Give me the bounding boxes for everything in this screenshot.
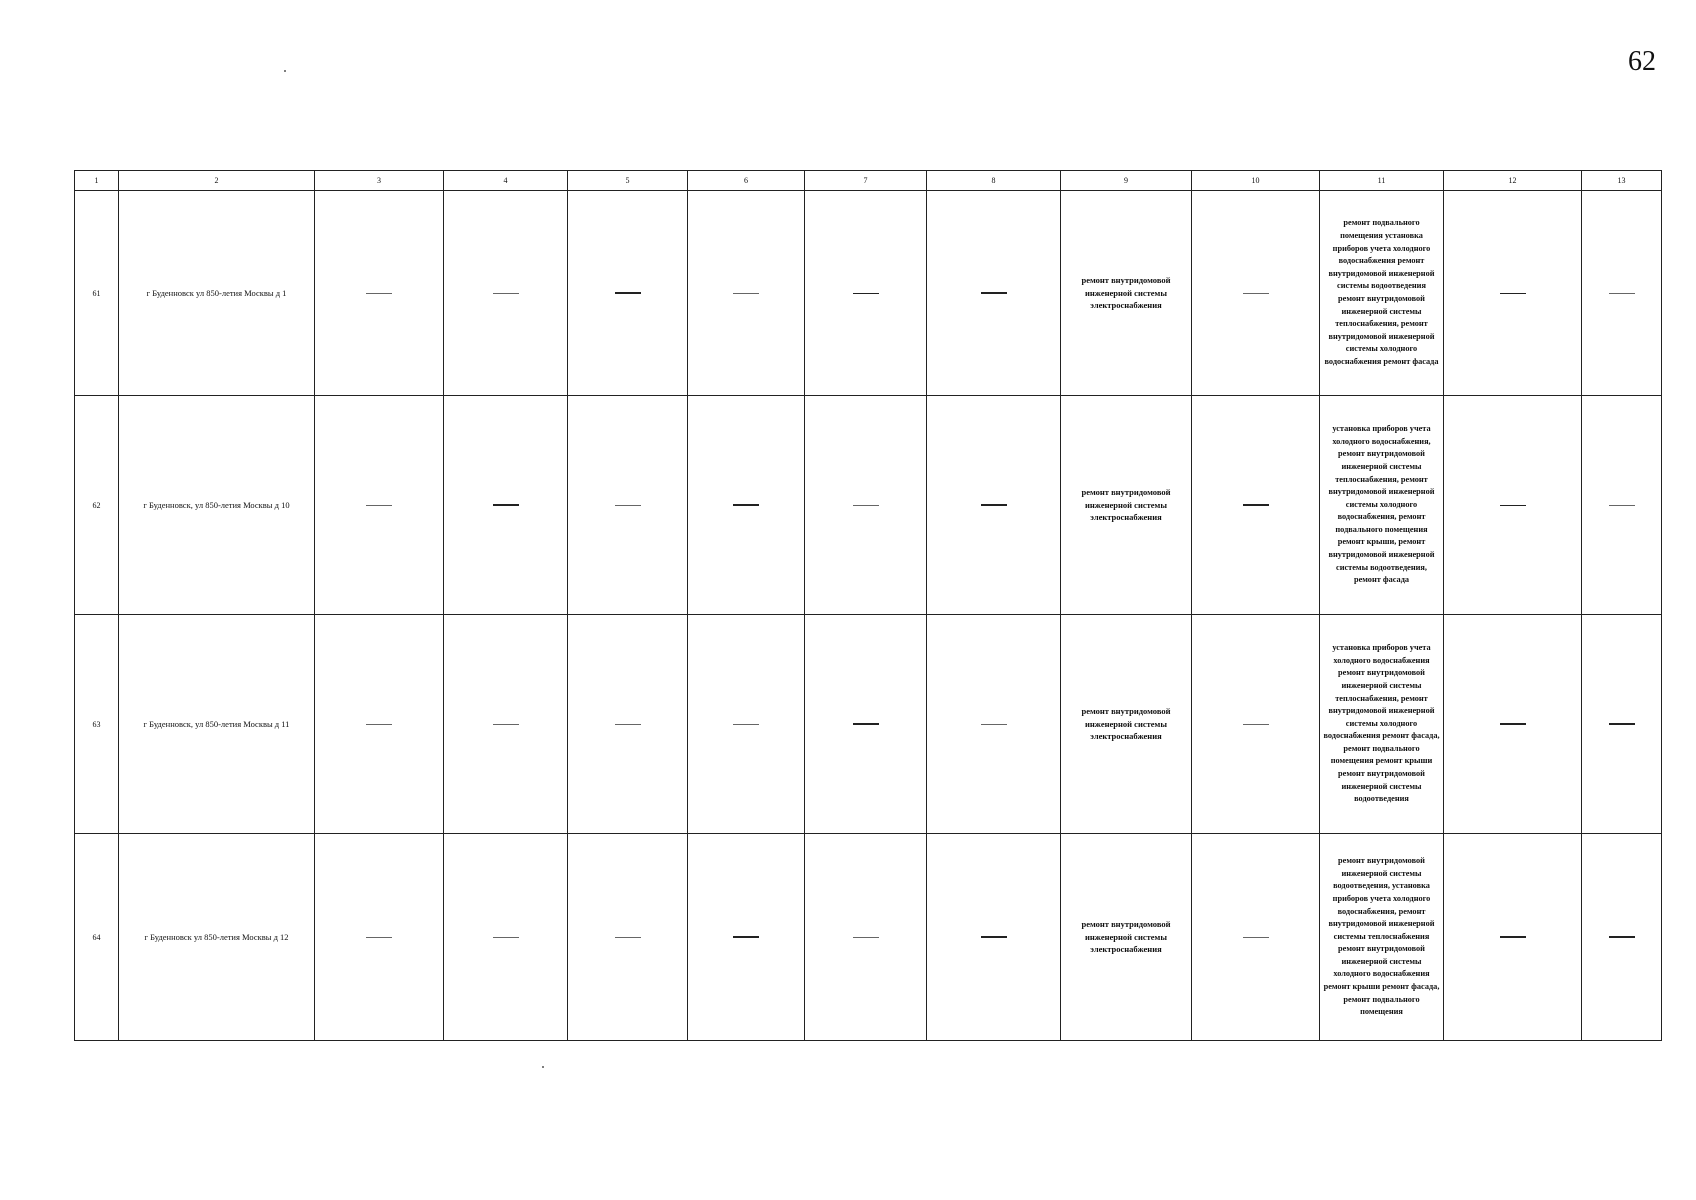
empty-cell <box>444 191 568 396</box>
empty-cell <box>1192 834 1320 1041</box>
column-header-13: 13 <box>1582 171 1662 191</box>
empty-cell <box>444 834 568 1041</box>
dash-mark <box>1609 293 1635 294</box>
dash-mark <box>366 505 392 506</box>
empty-cell <box>1582 396 1662 615</box>
empty-cell <box>688 396 805 615</box>
empty-cell <box>1444 615 1582 834</box>
column-header-1: 1 <box>75 171 119 191</box>
column-header-4: 4 <box>444 171 568 191</box>
page-number: 62 <box>1628 46 1656 77</box>
empty-cell <box>688 615 805 834</box>
column-header-6: 6 <box>688 171 805 191</box>
empty-cell <box>805 615 927 834</box>
dash-mark <box>366 937 392 938</box>
column-header-7: 7 <box>805 171 927 191</box>
dash-mark <box>1609 936 1635 938</box>
empty-cell <box>1582 191 1662 396</box>
empty-cell <box>568 615 688 834</box>
empty-cell <box>688 834 805 1041</box>
dash-mark <box>981 724 1007 725</box>
dash-mark <box>1243 724 1269 725</box>
table-row <box>75 191 1662 396</box>
empty-cell <box>315 396 444 615</box>
empty-cell <box>805 191 927 396</box>
dash-mark <box>615 724 641 725</box>
empty-cell <box>1582 615 1662 834</box>
column-header-11: 11 <box>1320 171 1444 191</box>
work-list-col11: установка приборов учета холодного водоснабжения ремонт внутридомовой инженерной системы теплоснабжения, ремонт внутридомовой инженерной системы холодного водоснабжения ремонт фасада, ремонт подвального помещения ремонт крыши ремонт внутридомовой инженерной системы водоотведения <box>1320 615 1444 834</box>
empty-cell <box>315 834 444 1041</box>
empty-cell <box>1192 191 1320 396</box>
row-number: 61 <box>75 191 119 396</box>
empty-cell <box>927 615 1061 834</box>
dash-mark <box>733 724 759 725</box>
row-number: 64 <box>75 834 119 1041</box>
empty-cell <box>927 396 1061 615</box>
empty-cell <box>805 396 927 615</box>
empty-cell <box>1192 396 1320 615</box>
row-address: г Буденновск ул 850-летия Москвы д 12 <box>119 834 315 1041</box>
empty-cell <box>1444 396 1582 615</box>
work-type-col9: ремонт внутридомовой инженерной системы электроснабжения <box>1061 396 1192 615</box>
dash-mark <box>1243 504 1269 506</box>
work-list-col11: установка приборов учета холодного водоснабжения, ремонт внутридомовой инженерной системы теплоснабжения, ремонт внутридомовой инженерной системы холодного водоснабжения, ремонт подвального помещения ремонт крыши, ремонт внутридомовой инженерной системы водоотведения, ремонт фасада <box>1320 396 1444 615</box>
empty-cell <box>688 191 805 396</box>
scan-speck <box>284 70 286 72</box>
dash-mark <box>1609 723 1635 725</box>
column-header-5: 5 <box>568 171 688 191</box>
table-row <box>75 834 1662 1041</box>
empty-cell <box>927 834 1061 1041</box>
table-row <box>75 396 1662 615</box>
dash-mark <box>615 292 641 294</box>
work-list-col11: ремонт подвального помещения установка приборов учета холодного водоснабжения ремонт внутридомовой инженерной системы водоотведения ремонт внутридомовой инженерной системы теплоснабжения, ремонт внутридомовой инженерной системы холодного водоснабжения ремонт фасада <box>1320 191 1444 396</box>
work-type-col9: ремонт внутридомовой инженерной системы электроснабжения <box>1061 615 1192 834</box>
table-row <box>75 615 1662 834</box>
dash-mark <box>493 724 519 725</box>
dash-mark <box>366 724 392 725</box>
scan-speck <box>542 1066 544 1068</box>
row-address: г Буденновск ул 850-летия Москвы д 1 <box>119 191 315 396</box>
row-address: г Буденновск, ул 850-летия Москвы д 11 <box>119 615 315 834</box>
empty-cell <box>444 396 568 615</box>
dash-mark <box>366 293 392 294</box>
dash-mark <box>733 504 759 506</box>
empty-cell <box>568 191 688 396</box>
registry-table <box>74 170 1662 1041</box>
empty-cell <box>315 615 444 834</box>
column-header-10: 10 <box>1192 171 1320 191</box>
work-type-col9: ремонт внутридомовой инженерной системы электроснабжения <box>1061 834 1192 1041</box>
dash-mark <box>615 505 641 506</box>
dash-mark <box>493 293 519 294</box>
column-header-3: 3 <box>315 171 444 191</box>
dash-mark <box>615 937 641 938</box>
empty-cell <box>1192 615 1320 834</box>
dash-mark <box>853 505 879 506</box>
empty-cell <box>444 615 568 834</box>
row-number: 62 <box>75 396 119 615</box>
empty-cell <box>927 191 1061 396</box>
row-address: г Буденновск, ул 850-летия Москвы д 10 <box>119 396 315 615</box>
dash-mark <box>853 937 879 938</box>
dash-mark <box>1500 936 1526 938</box>
column-header-2: 2 <box>119 171 315 191</box>
empty-cell <box>1444 191 1582 396</box>
dash-mark <box>493 504 519 506</box>
empty-cell <box>568 396 688 615</box>
dash-mark <box>733 936 759 938</box>
dash-mark <box>1500 505 1526 506</box>
column-header-8: 8 <box>927 171 1061 191</box>
dash-mark <box>1243 293 1269 294</box>
dash-mark <box>981 936 1007 938</box>
empty-cell <box>568 834 688 1041</box>
dash-mark <box>1609 505 1635 506</box>
header-row <box>75 171 1662 191</box>
dash-mark <box>853 723 879 725</box>
empty-cell <box>805 834 927 1041</box>
work-type-col9: ремонт внутридомовой инженерной системы электроснабжения <box>1061 191 1192 396</box>
dash-mark <box>981 292 1007 294</box>
empty-cell <box>1444 834 1582 1041</box>
column-header-12: 12 <box>1444 171 1582 191</box>
empty-cell <box>1582 834 1662 1041</box>
dash-mark <box>1500 293 1526 294</box>
dash-mark <box>1243 937 1269 938</box>
column-header-9: 9 <box>1061 171 1192 191</box>
row-number: 63 <box>75 615 119 834</box>
dash-mark <box>853 293 879 294</box>
dash-mark <box>1500 723 1526 725</box>
dash-mark <box>981 504 1007 506</box>
dash-mark <box>733 293 759 294</box>
empty-cell <box>315 191 444 396</box>
work-list-col11: ремонт внутридомовой инженерной системы водоотведения, установка приборов учета холодного водоснабжения, ремонт внутридомовой инженерной системы теплоснабжения ремонт внутридомовой инженерной системы холодного водоснабжения ремонт крыши ремонт фасада, ремонт подвального помещения <box>1320 834 1444 1041</box>
dash-mark <box>493 937 519 938</box>
